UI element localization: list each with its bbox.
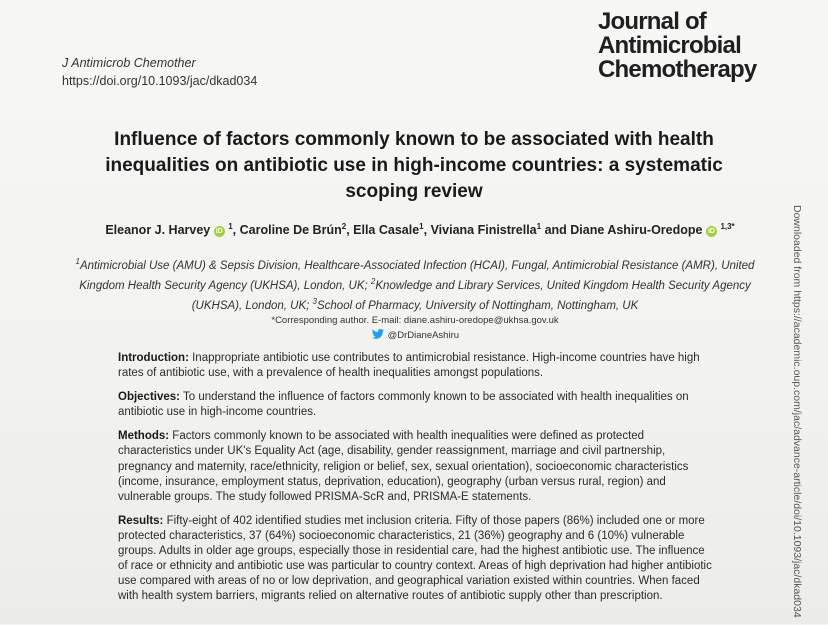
author-affiliation-sup: 1 — [536, 222, 542, 231]
logo-line-3: Chemotherapy — [598, 56, 757, 83]
orcid-icon[interactable]: iD — [215, 228, 223, 236]
author-name: Eleanor J. Harvey — [105, 223, 211, 238]
section-label: Results: — [118, 514, 164, 527]
corresponding-email[interactable]: *Corresponding author. E-mail: diane.ashiru-oredope@ukhsa.gov.uk — [271, 315, 559, 326]
abstract-results — [118, 514, 712, 605]
author-name: Caroline De Brún — [239, 223, 342, 238]
affiliation-sup: 1 — [75, 257, 80, 266]
section-label: Methods: — [118, 430, 170, 443]
author-affiliation-sup: 1 — [419, 222, 424, 231]
author-list — [60, 222, 780, 237]
corresponding-author — [200, 313, 630, 345]
author-name: Ella Casale — [353, 223, 420, 238]
logo-line-2: Antimicrobial — [598, 32, 741, 59]
journal-logo — [598, 10, 768, 82]
journal-abbrev: J Antimicrob Chemother — [62, 56, 196, 70]
logo-line-1: Journal of — [598, 8, 707, 35]
abstract-methods — [118, 429, 712, 504]
author-separator: , — [346, 223, 354, 238]
author-separator: , — [232, 223, 240, 238]
twitter-handle[interactable]: @DrDianeAshiru — [387, 330, 460, 341]
section-label: Introduction: — [118, 352, 189, 364]
affiliation-text: Antimicrobial Use (AMU) & Sepsis Division, Healthcare-Associated Infection (HCAI), Fungal, Antimicrobial Resistance (AMR), United Kingdom Health Security Agency (UKHSA), London, UK; — [79, 259, 755, 292]
affiliation-sup: 3 — [312, 296, 317, 306]
section-label: Objectives: — [118, 391, 180, 404]
twitter-icon — [371, 329, 385, 345]
abstract-introduction — [118, 351, 712, 381]
affiliation-text: School of Pharmacy, University of Nottingham, Nottingham, UK — [316, 299, 639, 312]
doi-link[interactable]: https://doi.org/10.1093/jac/dkad034 — [62, 74, 258, 88]
author-name: Diane Ashiru-Oredope — [570, 223, 703, 238]
section-text: Factors commonly known to be associated with health inequalities were defined as protected characteristics under UK's Equality Act (age, disability, gender reassignment, marriage and civil partnership, pregnancy and maternity, race/ethnicity, religion or belief, sex, sexual orientation), socioeconomic characteristics (income, insurance, employment status, deprivation, education), geography (urban versus rural, region) and vulnerable groups. The study followed PRISMA-ScR and, PRISMA-E statements. — [118, 430, 689, 503]
paper-title: Influence of factors commonly known to be associated with health inequalities on antibiotic use in high-income countries: a systematic scoping review — [105, 129, 723, 202]
abstract-objectives — [118, 390, 712, 420]
author-affiliation-sup: 2 — [341, 222, 347, 231]
affiliation-text: Knowledge and Library Services, United Kingdom Health Security Agency (UKHSA), London, UK; — [191, 279, 751, 312]
section-text: Fifty-eight of 402 identified studies met inclusion criteria. Fifty of those papers (86%) included one or more protected characteristics, 37 (64%) socioeconomic characteristics, 21 (36%) geography and 6 (10%) vulnerable groups. Adults in older age groups, especially those in residential care, had the highest antibiotic use. The influence of race or ethnicity and antibiotic use was particular to country context. Areas of high deprivation had higher antibiotic use compared with areas of no or low deprivation, and geographical variation existed within countries. When faced with health system barriers, migrants relied on alternative routes of antibiotic supply other than prescription. — [118, 514, 712, 603]
affiliation-sup: 2 — [370, 276, 376, 286]
orcid-icon[interactable]: iD — [707, 228, 715, 236]
section-text: Inappropriate antibiotic use contributes to antimicrobial resistance. High-income countries have high rates of antibiotic use, with a prevalence of health inequalities amongst populations. — [118, 352, 700, 380]
author-affiliation-sup: 1 — [228, 222, 233, 231]
section-text: To understand the influence of factors commonly known to be associated with health inequalities on antibiotic use in high-income countries. — [118, 391, 689, 419]
download-watermark: Downloaded from https://academic.oup.com/jac/advance-article/doi/10.1093/jac/dkad034 — [791, 205, 803, 618]
journal-reference — [62, 54, 257, 90]
author-affiliation-sup: 1,3* — [720, 222, 735, 231]
author-separator: and — [541, 223, 571, 238]
author-name: Viviana Finistrella — [430, 223, 537, 238]
abstract — [118, 351, 712, 613]
twitter-line — [200, 328, 630, 345]
affiliations — [70, 254, 760, 313]
author-separator: , — [423, 223, 431, 238]
